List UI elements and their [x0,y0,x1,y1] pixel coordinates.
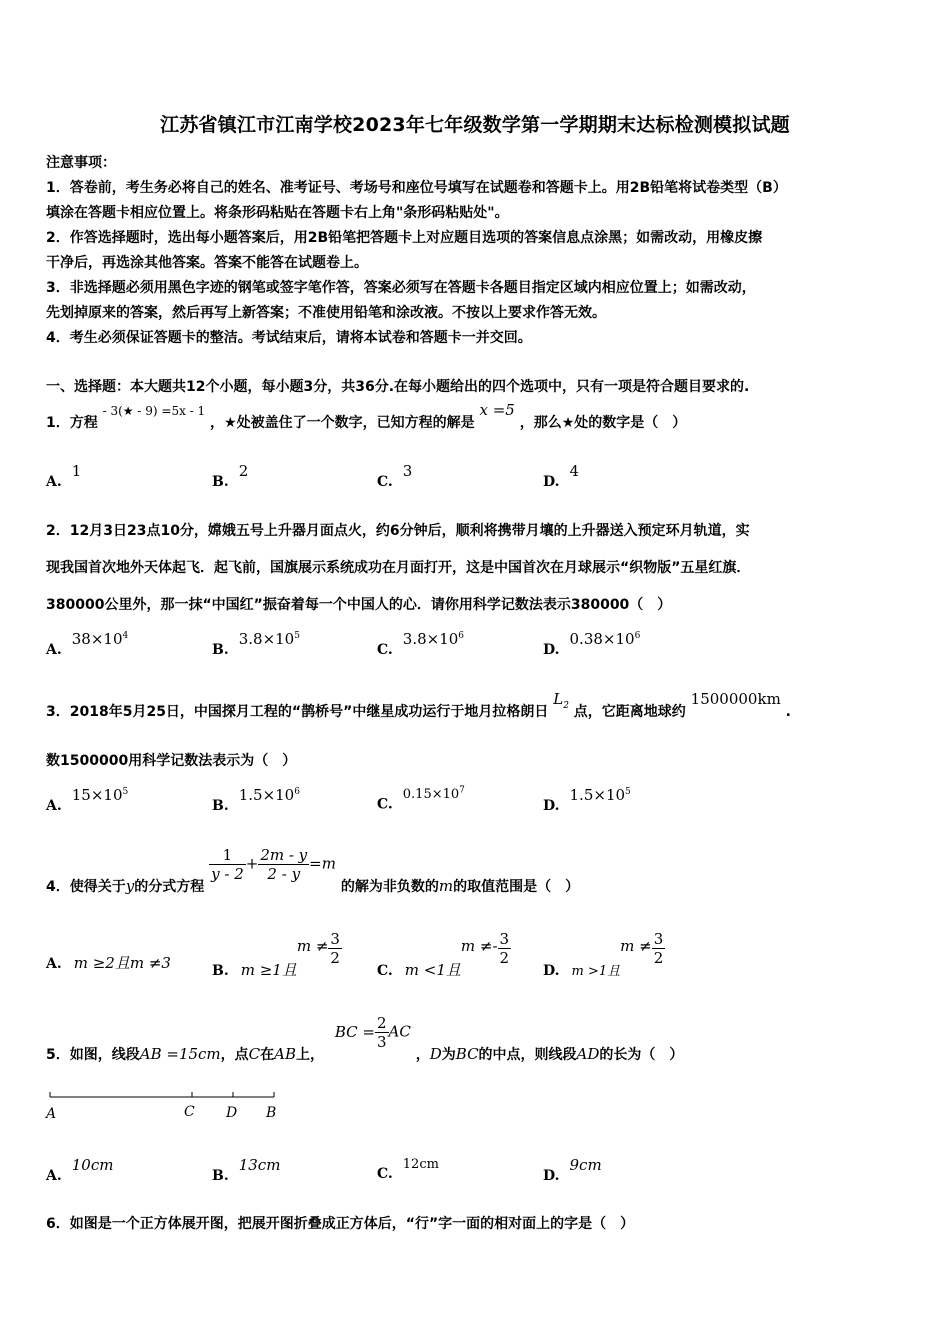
option-exponent: 4 [122,631,129,641]
q1-option-b[interactable] [212,462,249,490]
q3-text-b: 点，它距离地球约 [573,704,686,720]
option-label: B. [212,1168,229,1184]
q3-text-a: 3．2018年5月25日，中国探月工程的“鹊桥号”中继星成功运行于地月拉格朗日 [46,704,549,720]
q5-segment-ad: AD [576,1044,600,1063]
option-label: C. [377,796,393,813]
q4-var-y: y [125,876,135,895]
option-exponent: 6 [294,787,300,797]
option-label: B. [212,474,229,490]
question-6: 6．如图是一个正方体展开图，把展开图折叠成正方体后，“行”字一面的相对面上的字是（ ） [46,1216,635,1232]
option-value [239,786,300,804]
q3-L: L [553,690,564,708]
q5-option-a[interactable] [46,1156,114,1184]
option-value [570,630,641,648]
option-value [570,786,631,804]
notice-line: 3．非选择题必须用黑色字迹的钢笔或签字笔作答，答案必须写在答题卡各题目指定区域内相应位置上；如需改动， [46,280,756,296]
q1-text-b: ，★处被盖住了一个数字，已知方程的解是 [210,415,475,431]
option-label: B. [212,798,229,814]
fraction-denominator: 3 [377,1033,387,1051]
q1-text-a: 1．方程 [46,415,98,431]
notice-line: 填涂在答题卡相应位置上。将条形码粘贴在答题卡右上角"条形码粘贴处"。 [46,205,509,221]
option-label: C. [377,474,393,490]
q4-fraction-1 [209,846,246,883]
q1-text-c: ，那么★处的数字是（ ） [519,415,687,431]
q5-text-e: 上， [296,1046,324,1063]
q4-var-m: m [438,876,454,895]
option-value [72,786,128,804]
q1-option-a[interactable] [46,462,82,490]
q4-option-c[interactable] [377,930,511,979]
option-value: m <1且 [404,960,461,979]
option-exponent: 6 [458,631,465,641]
fraction-denominator: 2 [499,949,510,967]
option-label: B. [212,642,229,658]
q5-text-g: 为 [441,1046,456,1063]
option-exponent: 6 [634,631,641,641]
q1-equation: - 3(★ - 9) =5x - 1 [102,404,206,418]
section-heading: 一、选择题：本大题共12个小题，每小题3分，共36分.在每小题给出的四个选项中，只有一项是符合题目要求的. [46,379,750,395]
option-base: 3.8×10 [402,630,459,648]
point-label-d: D [226,1105,238,1121]
fraction-numerator: 2 [377,1014,387,1032]
option-value: 1 [71,462,82,480]
q5-ac: AC [388,1022,411,1041]
q4-text-b: 的分式方程 [134,878,205,895]
question-5 [46,1014,684,1063]
option-relation: m ≠ [620,936,652,955]
question-4 [46,846,580,895]
option-value: 13cm [238,1156,281,1174]
q3-line2: 数1500000用科学记数法表示为（ ） [46,753,297,769]
q5-text-h: 的中点，则线段 [478,1046,577,1063]
page-title: 江苏省镇江市江南学校2023年七年级数学第一学期期末达标检测模拟试题 [160,114,790,136]
notice-line: 2．作答选择题时，选出每小题答案后，用2B铅笔把答题卡上对应题目选项的答案信息点涂黑；如需改动，用橡皮擦 [46,230,763,246]
notice-line: 4．考生必须保证答题卡的整洁。考试结束后，请将本试卷和答题卡一并交回。 [46,330,532,346]
option-value: 2 [238,462,249,480]
q1-solution: x =5 [479,401,515,419]
option-label: A. [46,474,62,490]
option-label: A. [46,798,62,814]
option-label: A. [46,642,62,658]
q3-text-c: . [785,704,791,720]
fraction-denominator: y - 2 [211,865,244,883]
point-label-a: A [46,1106,57,1122]
q4-text-a: 4．使得关于 [46,878,126,895]
q5-ab-length: AB =15cm [139,1044,221,1063]
q5-segment-ab: AB [274,1044,296,1063]
q2-line: 现我国首次地外天体起飞．起飞前，国旗展示系统成功在月面打开，这是中国首次在月球展示“织物版”五星红旗． [46,560,751,576]
q1-option-c[interactable] [377,462,413,490]
segment-figure [44,1088,294,1128]
option-fraction [652,930,666,967]
q1-option-d[interactable] [543,462,580,490]
option-label: A. [46,956,62,972]
q4-option-d[interactable] [543,930,665,979]
option-fraction [498,930,512,967]
q3-lagrange [553,690,569,711]
option-value: 9cm [569,1156,602,1174]
option-label: D. [543,798,560,814]
option-value: 12cm [402,1157,439,1172]
q4-equals-m: =m [309,854,336,873]
q4-fraction-2 [258,846,309,883]
option-value [239,630,300,648]
option-exponent: 5 [294,631,300,641]
q5-text-i: 的长为（ ） [599,1046,684,1063]
point-label-b: B [266,1105,277,1121]
fraction-numerator: 2m - y [260,846,308,864]
option-label: D. [543,474,560,490]
q5-option-d[interactable] [543,1156,602,1184]
q5-segment-bc: BC [455,1044,479,1063]
q4-option-a[interactable] [46,952,171,973]
option-exponent: 7 [459,786,465,796]
notice-line: 1．答卷前，考生务必将自己的姓名、准考证号、考场号和座位号填写在试题卷和答题卡上。用2B铅笔将试卷类型（B） [46,180,787,196]
q5-option-b[interactable] [212,1156,281,1184]
fraction-denominator: 2 - y [267,865,301,883]
option-base: 0.38×10 [569,630,635,648]
option-value: 10cm [71,1156,114,1174]
option-label: A. [46,1168,62,1184]
q5-point-d: D [429,1044,442,1063]
notice-line: 干净后，再选涂其他答案。答案不能答在试题卷上。 [46,255,368,271]
option-exponent: 5 [625,787,631,797]
option-exponent: 5 [122,787,129,797]
option-value [403,787,465,802]
q2-line: 2．12月3日23点10分，嫦娥五号上升器月面点火，约6分钟后，顺利将携带月壤的上升器送入预定环月轨道，实 [46,523,750,539]
q4-text-d: 的取值范围是（ ） [453,878,580,895]
q4-plus: + [245,854,259,873]
q2-line: 380000公里外，那一抹“中国红”振奋着每一个中国人的心．请你用科学记数法表示380000（ ） [46,597,672,613]
question-1 [46,401,687,432]
q5-text-a: 5．如图，线段 [46,1046,140,1063]
option-label: C. [377,642,393,658]
q3-L-sub: 2 [563,701,569,711]
option-value: m >1且 [571,963,621,979]
q4-option-b[interactable] [212,930,342,979]
option-label: D. [543,1168,560,1184]
option-relation: m ≠ [296,936,329,955]
q5-option-c[interactable] [377,1157,439,1182]
option-base: 0.15×10 [402,787,460,803]
fraction-numerator: 1 [209,846,246,865]
notice-line: 先划掉原来的答案，然后再写上新答案；不准使用铅笔和涂改液。不按以上要求作答无效。 [46,305,606,321]
q5-point-c: C [248,1044,261,1063]
option-value [72,630,128,648]
fraction-denominator: 2 [330,949,340,967]
option-value: m ≥1且 [240,960,297,979]
option-value [403,630,464,648]
q5-text-f: ， [415,1046,430,1063]
q4-text-c: 的解为非负数的 [340,878,439,895]
notice-heading: 注意事项： [46,155,116,171]
option-base: 15×10 [71,786,123,804]
fraction-denominator: 2 [653,949,664,967]
option-label: B. [212,962,229,979]
fraction-numerator: 3 [499,930,510,948]
option-relation: m ≠- [460,936,498,955]
option-base: 38×10 [71,630,123,648]
option-base: 1.5×10 [238,786,295,804]
option-label: D. [543,962,560,979]
option-base: 1.5×10 [569,786,626,804]
q5-text-d: 在 [260,1046,275,1063]
fraction-numerator: 3 [330,930,340,948]
option-label: D. [543,642,560,658]
q3-distance: 1500000km [690,690,781,708]
q5-text-b: ，点 [220,1046,249,1063]
option-value: 3 [402,462,413,480]
point-label-c: C [184,1104,195,1120]
option-fraction [328,930,342,967]
option-base: 3.8×10 [238,630,295,648]
fraction-numerator: 3 [653,930,664,948]
option-value: m ≥2且m ≠3 [73,954,171,972]
q5-fraction [375,1014,389,1051]
option-label: C. [377,1166,393,1182]
option-label: C. [377,962,393,979]
q5-bc: BC = [334,1022,375,1041]
question-3 [46,690,791,723]
option-value: 4 [569,462,580,480]
